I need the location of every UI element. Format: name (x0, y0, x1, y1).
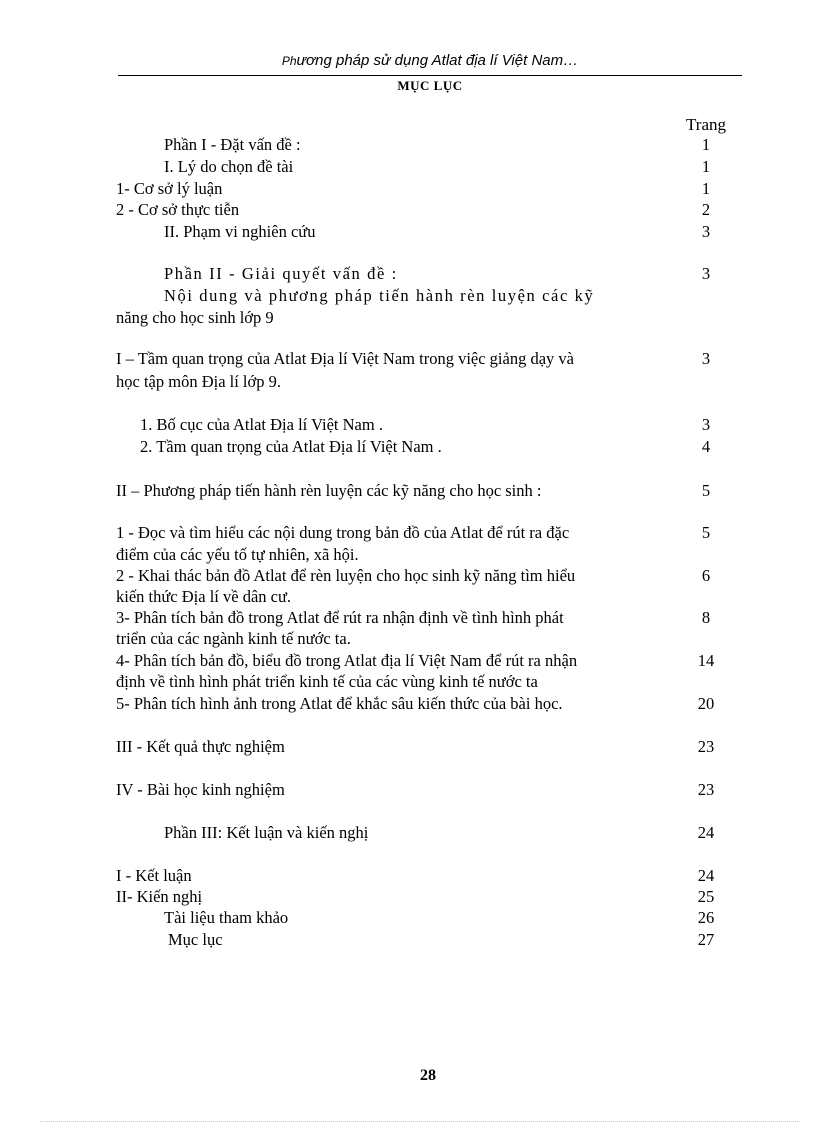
page-edge-divider (40, 1121, 800, 1122)
toc-entry-page: 23 (697, 737, 715, 756)
page-column-label: Trang (686, 115, 726, 134)
toc-entry-text: triển của các ngành kinh tế nước ta. (116, 629, 351, 648)
toc-entry-page: 20 (697, 694, 715, 713)
toc-entry-text: IV - Bài học kinh nghiệm (116, 780, 285, 799)
toc-entry-text: Nội dung và phương pháp tiến hành rèn luyện các kỹ (164, 286, 595, 305)
toc-entry-text: định về tình hình phát triển kinh tế của các vùng kinh tế nước ta (116, 672, 538, 691)
toc-entry-page: 1 (701, 179, 711, 198)
toc-entry-page: 6 (701, 566, 711, 585)
toc-entry-page: 5 (701, 481, 711, 500)
running-header-lead: Ph (281, 54, 297, 68)
toc-entry-page: 1 (701, 157, 711, 176)
toc-entry-page: 3 (701, 349, 711, 368)
toc-entry-text: 2. Tầm quan trọng của Atlat Địa lí Việt Nam . (140, 437, 442, 456)
toc-entry-page: 27 (697, 930, 715, 949)
toc-entry-text: Mục lục (168, 930, 223, 949)
toc-entry-text: 4- Phân tích bản đồ, biểu đồ trong Atlat địa lí Việt Nam để rút ra nhận (116, 651, 578, 670)
page-title: MỤC LỤC (397, 78, 463, 93)
toc-entry-text: Phần I - Đặt vấn đề : (164, 135, 301, 154)
toc-entry-page: 24 (697, 823, 715, 842)
toc-entry-page: 26 (697, 908, 715, 927)
toc-entry-page: 24 (697, 866, 715, 885)
toc-entry-text: năng cho học sinh lớp 9 (116, 308, 274, 327)
toc-entry-text: II – Phương pháp tiến hành rèn luyện các kỹ năng cho học sinh : (116, 481, 542, 500)
toc-entry-text: 3- Phân tích bản đồ trong Atlat để rút ra nhận định về tình hình phát (116, 608, 564, 627)
toc-entry-text: III - Kết quả thực nghiệm (116, 737, 285, 756)
toc-entry-text: II- Kiến nghị (116, 887, 203, 906)
toc-entry-page: 2 (701, 200, 711, 219)
toc-entry-text: I - Kết luận (116, 866, 192, 885)
toc-entry-text: 5- Phân tích hình ảnh trong Atlat để khắc sâu kiến thức của bài học. (116, 694, 563, 713)
toc-entry-text: I – Tầm quan trọng của Atlat Địa lí Việt Nam trong việc giảng dạy và (116, 349, 574, 368)
toc-entry-text: 1- Cơ sở lý luận (116, 179, 223, 198)
toc-entry-text: Tài liệu tham khảo (164, 908, 289, 927)
toc-entry-page: 5 (701, 523, 711, 542)
toc-entry-page: 23 (697, 780, 715, 799)
toc-entry-page: 25 (697, 887, 715, 906)
toc-entry-text: 2 - Khai thác bản đồ Atlat để rèn luyện cho học sinh kỹ năng tìm hiểu (116, 566, 576, 585)
toc-entry-page: 3 (701, 415, 711, 434)
toc-entry-page: 4 (701, 437, 711, 456)
toc-entry-text: Phần III: Kết luận và kiến nghị (164, 823, 369, 842)
toc-entry-page: 3 (701, 264, 711, 283)
toc-entry-text: kiến thức Địa lí về dân cư. (116, 587, 292, 606)
toc-entry-text: Phần II - Giải quyết vấn đề : (164, 264, 398, 283)
toc-entry-text: học tập môn Địa lí lớp 9. (116, 372, 281, 391)
toc-entry-text: I. Lý do chọn đề tài (164, 157, 294, 176)
page-number: 28 (420, 1067, 436, 1084)
toc-entry-page: 3 (701, 222, 711, 241)
running-header-text: ương pháp sử dụng Atlat địa lí Việt Nam… (296, 52, 579, 69)
toc-entry-page: 8 (701, 608, 711, 627)
toc-entry-text: điểm của các yếu tố tự nhiên, xã hội. (116, 545, 359, 564)
toc-entry-text: 1. Bố cục của Atlat Địa lí Việt Nam . (140, 415, 383, 434)
toc-entry-text: 1 - Đọc và tìm hiểu các nội dung trong bản đồ của Atlat để rút ra đặc (116, 523, 570, 542)
toc-entry-text: 2 - Cơ sở thực tiễn (116, 200, 240, 219)
toc-entry-page: 1 (701, 135, 711, 154)
toc-entry-text: II. Phạm vi nghiên cứu (164, 222, 316, 241)
toc-entry-page: 14 (697, 651, 715, 670)
